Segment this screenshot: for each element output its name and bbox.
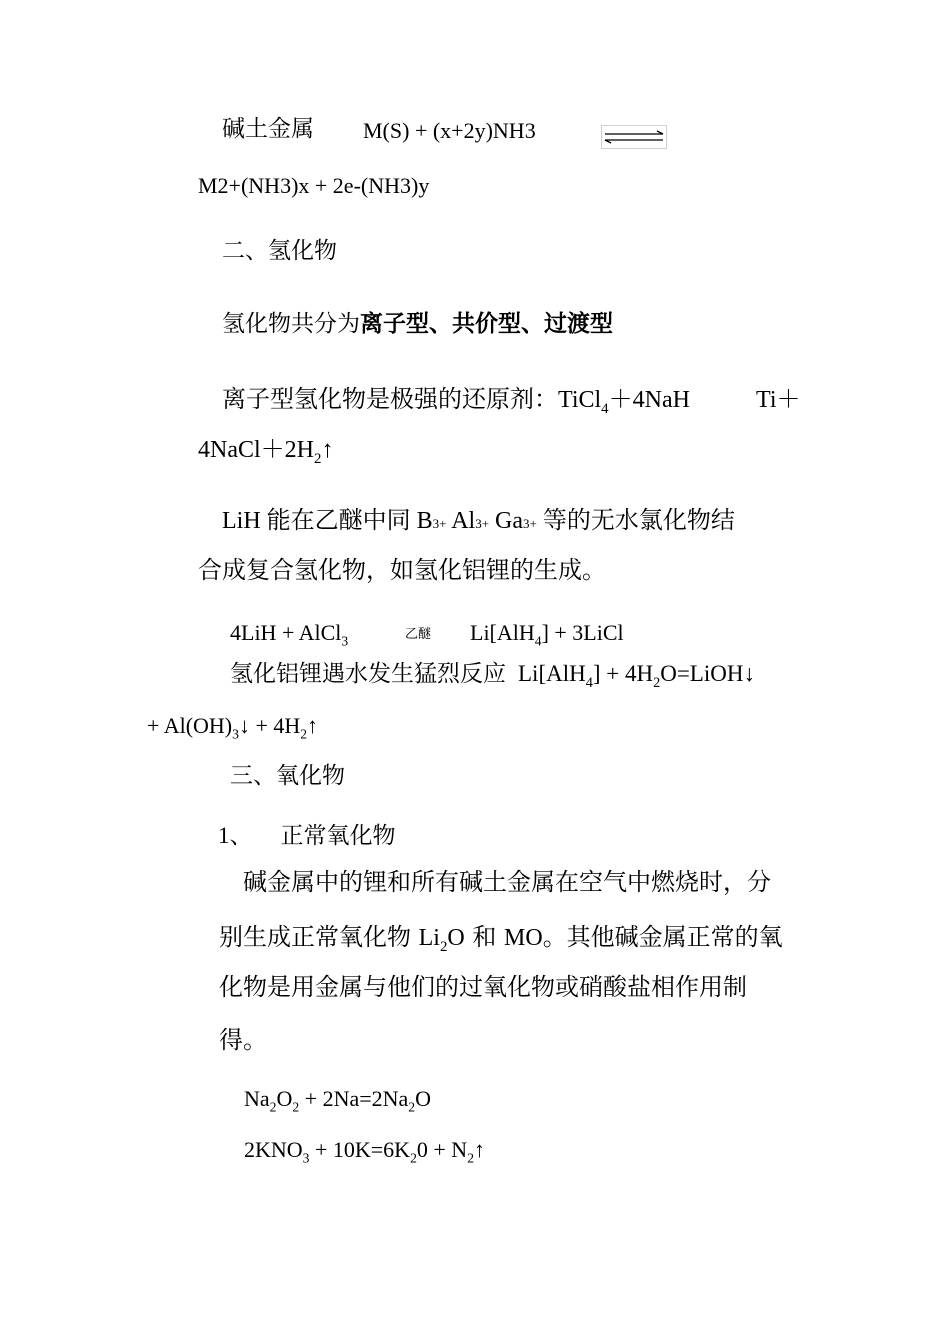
oxide-paragraph-line4: 得。	[219, 1026, 267, 1054]
oxide-paragraph-line3: 化物是用金属与他们的过氧化物或硝酸盐相作用制	[219, 973, 747, 1001]
oxide-paragraph-line2: 别生成正常氧化物 $Li_2O$ 和 MO。其他碱金属正常的氧	[219, 923, 783, 956]
section-heading-oxides: 三、氧化物	[230, 763, 345, 789]
oxide-paragraph-line1: 碱金属中的锂和所有碱土金属在空气中燃烧时，分	[243, 868, 771, 896]
lialh4-formation-reactants: 4LiH + AlCl$_3$	[230, 620, 349, 649]
equation-potassium-oxide: $2KNO_3 + 10K=6K_20$ + $N_2↑$	[244, 1137, 485, 1166]
lih-line2: 合成复合氢化物，如氢化铝锂的生成。	[198, 558, 606, 584]
equation-sodium-oxide: $Na_2O_2 + 2Na=2Na_2O$	[244, 1086, 431, 1115]
ionic-hydride-product-ti: Ti＋	[756, 387, 801, 413]
lialh4-water-reaction-cont: + $Al(OH)_3↓$ + $4H_2↑$	[147, 713, 319, 742]
reaction-condition-ether: 乙醚	[405, 627, 432, 642]
subheading-normal-oxides: 1、 正常氧化物	[218, 823, 396, 849]
lih-line1: LiH 能在乙醚中同 B3+ Al3+ Ga3+ 等的无水氯化物结	[222, 508, 735, 534]
hydride-types-bold: 离子型、共价型、过渡型	[360, 311, 613, 337]
alkaline-earth-label: 碱土金属	[222, 116, 314, 142]
ionic-hydride-line1: 离子型氢化物是极强的还原剂：TiCl$_4$＋4NaH	[222, 387, 690, 418]
lialh4-formation-products: Li[AlH$_4$] + 3LiCl	[470, 620, 624, 649]
ammonia-reaction-products: M2+(NH3)x + 2e-(NH3)y	[198, 173, 430, 198]
lialh4-water-reaction: 氢化铝锂遇水发生猛烈反应 $Li[AlH_4] + 4H_2O=LiOH↓$	[230, 661, 755, 691]
ammonia-reaction-formula: M(S) + (x+2y)NH3	[363, 118, 536, 143]
section-heading-hydrides: 二、氢化物	[222, 238, 337, 264]
ionic-hydride-line2: $4NaCl+2H_2↑$	[198, 437, 334, 468]
hydride-types-sentence: 氢化物共分为离子型、共价型、过渡型	[222, 311, 613, 337]
equilibrium-arrow-icon	[601, 125, 667, 149]
